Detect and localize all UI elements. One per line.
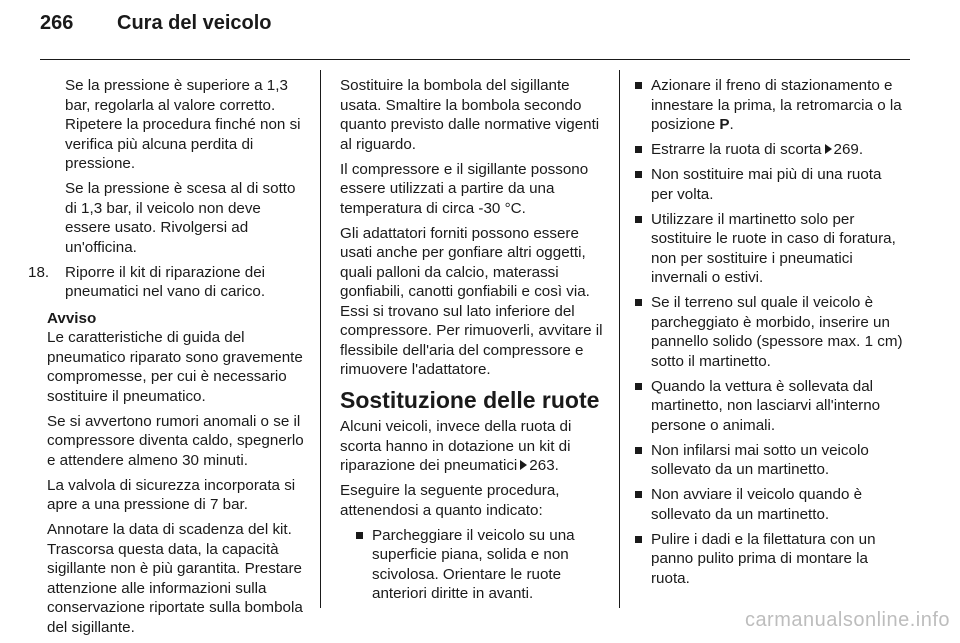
bullet-square-icon [635, 383, 642, 390]
notice-paragraph: Se si avvertono rumori anomali o se il compressore diventa caldo, spegnerlo e attendere almeno 30 minuti. [47, 412, 304, 469]
bullet-text: Pulire i dadi e la filettatura con un panno pulito prima di montare la ruota. [651, 530, 876, 587]
bullet-text: Se il terreno sul quale il veicolo è parcheggiato è morbido, inserire un pannello solido (spessore max. 1 cm) sotto il martinetto. [651, 294, 903, 370]
paragraph: Eseguire la seguente procedura, attenendosi a quanto indicato: [340, 482, 560, 519]
paragraph: Se la pressione è scesa al di sotto di 1,3 bar, il veicolo non deve essere usato. Rivolgersi ad un'officina. [65, 180, 296, 256]
bullet-text: Non infilarsi mai sotto un veicolo sollevato da un martinetto. [651, 441, 869, 478]
paragraph: Il compressore e il sigillante possono essere utilizzati a partire da una temperatura di circa -30 °C. [340, 160, 589, 217]
bullet-text: Estrarre la ruota di scorta [651, 141, 822, 158]
gear-position-label: P [719, 116, 730, 133]
page-reference-icon [520, 460, 527, 470]
bullet-text: Quando la vettura è sollevata dal martinetto, non lasciarvi all'interno persone o animali. [651, 377, 881, 434]
bullet-item [633, 377, 905, 436]
bullet-square-icon [635, 447, 642, 454]
notice-paragraph: Annotare la data di scadenza del kit. Trascorsa questa data, la capacità sigillante non è più garantita. Prestare attenzione alle informazioni sulla conservazione riportate sulla bombola del sigillante. [47, 521, 303, 636]
page-number: 266 [40, 12, 74, 34]
notice-paragraph: La valvola di sicurezza incorporata si apre a una pressione di 7 bar. [47, 476, 296, 513]
column-divider-2 [619, 70, 620, 608]
bullet-square-icon [635, 299, 642, 306]
page-header [40, 12, 272, 48]
column-1 [28, 76, 307, 643]
bullet-item [633, 210, 905, 288]
column-2 [340, 76, 604, 609]
header-rule [40, 59, 910, 60]
step-number: 18. [28, 263, 50, 281]
bullet-text: Non avviare il veicolo quando è sollevato da un martinetto. [651, 486, 863, 523]
bullet-item [354, 526, 604, 604]
bullet-text: Azionare il freno di stazionamento e innestare la prima, la retromarcia o la posizione [651, 77, 902, 133]
bullet-square-icon [356, 532, 363, 539]
paragraph: Se la pressione è superiore a 1,3 bar, regolarla al valore corretto. Ripetere la procedura finché non si verifica più alcuna perdita di pressione. [65, 77, 301, 172]
bullet-item [633, 441, 905, 480]
column-3 [633, 76, 905, 594]
bullet-square-icon [635, 491, 642, 498]
bullet-item [633, 530, 905, 589]
bullet-item: Azionare il freno di stazionamento e innestare la prima, la retromarcia o la posizione P. [633, 76, 905, 135]
bullet-item [633, 293, 905, 371]
notice-title: Avviso [47, 309, 97, 327]
notice-paragraph: Le caratteristiche di guida del pneumatico riparato sono gravemente compromesse, per cui è necessario sostituire il pneumatico. [47, 329, 303, 405]
page-reference-icon [825, 144, 832, 154]
bullet-text: Utilizzare il martinetto solo per sostituire le ruote in caso di foratura, non per sostituire i pneumatici invernali o estivi. [651, 210, 896, 286]
bullet-square-icon [635, 216, 642, 223]
bullet-item [633, 165, 905, 204]
bullet-text: Parcheggiare il veicolo su una superficie piana, solida e non scivolosa. Orientare le ruote anteriori diritte in avanti. [372, 526, 575, 602]
step-18 [28, 263, 307, 302]
bullet-square-icon [635, 146, 642, 153]
paragraph-text: Alcuni veicoli, invece della ruota di scorta hanno in dotazione un kit di riparazione dei pneumatici [340, 418, 572, 474]
page-title: Cura del veicolo [117, 12, 272, 34]
paragraph-with-ref: Alcuni veicoli, invece della ruota di scorta hanno in dotazione un kit di riparazione dei pneumatici 263. [340, 418, 572, 474]
bullet-item: Estrarre la ruota di scorta 269. [633, 140, 905, 160]
step-text: Riporre il kit di riparazione dei pneumatici nel vano di carico. [65, 263, 266, 300]
paragraph: Gli adattatori forniti possono essere usati anche per gonfiare altri oggetti, quali palloni da calcio, materassi gonfiabili, canotti gonfiabili e così via. Essi si trovano sul lato inferiore del compressore. Per rimuoverli, avvitare il flessibile dell'aria del compressore e rimuovere l'adattatore. [340, 224, 603, 378]
page-reference[interactable]: 269 [833, 141, 859, 158]
bullet-text: Non sostituire mai più di una ruota per volta. [651, 166, 882, 203]
bullet-square-icon [635, 536, 642, 543]
bullet-square-icon [635, 82, 642, 89]
bullet-item [633, 485, 905, 524]
column-divider-1 [320, 70, 321, 608]
bullet-square-icon [635, 171, 642, 178]
section-heading: Sostituzione delle ruote [340, 387, 600, 413]
watermark: carmanualsonline.info [744, 609, 950, 631]
paragraph: Sostituire la bombola del sigillante usata. Smaltire la bombola secondo quanto previsto dalle normative vigenti al riguardo. [340, 77, 600, 153]
page-reference[interactable]: 263 [529, 457, 555, 474]
